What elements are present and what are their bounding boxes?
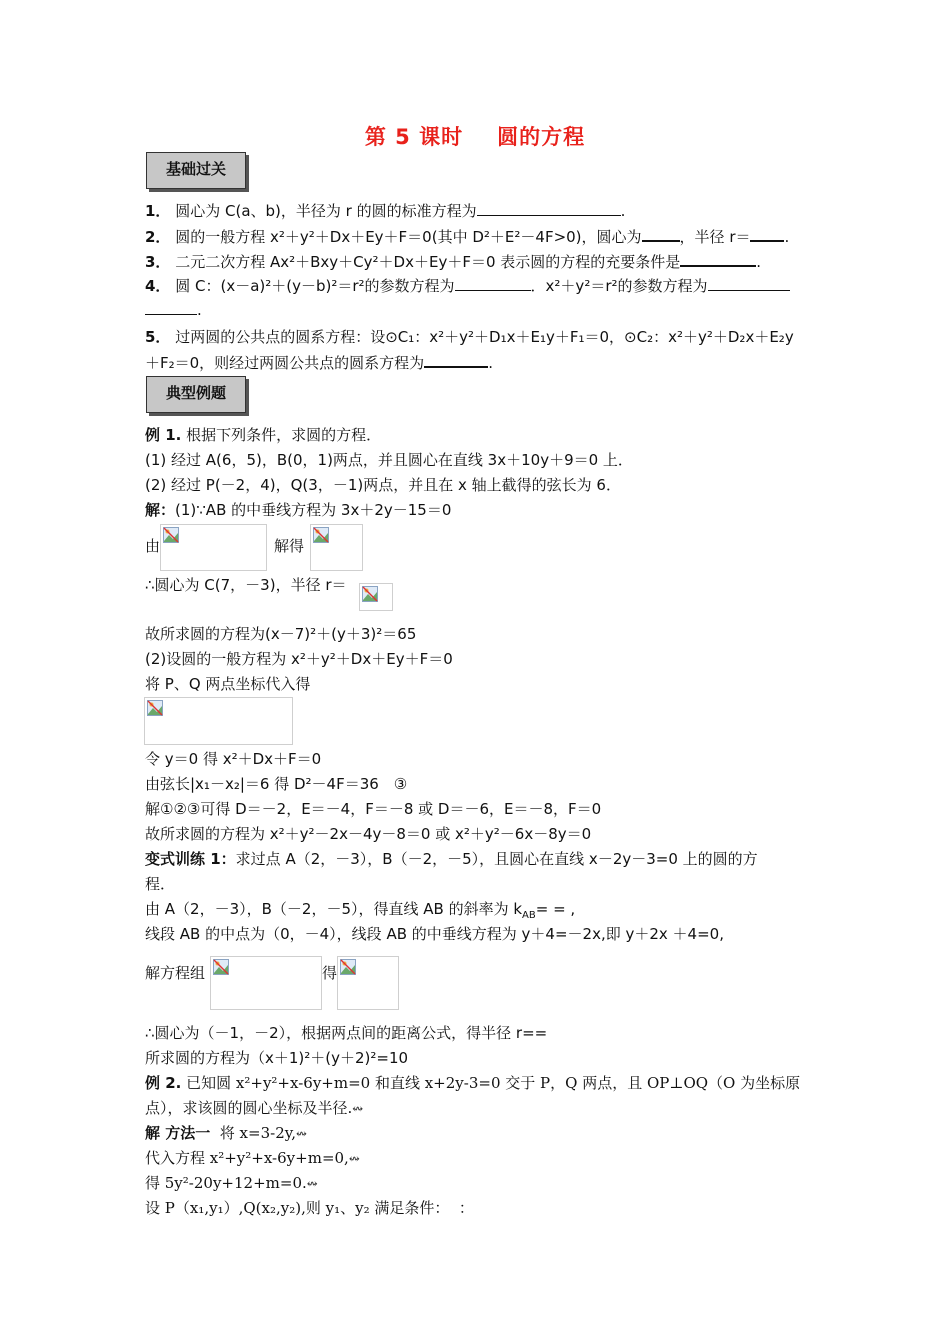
basics-q5-continued: ＋F₂＝0，则经过两圆公共点的圆系方程为 . — [145, 354, 493, 372]
blank-line — [424, 352, 488, 368]
variation1-line1 — [145, 899, 575, 919]
basics-q1: 1． 圆心为 C(a、b)，半径为 r 的圆的标准方程为 . — [145, 202, 626, 220]
example1-solution-line4: 故所求圆的方程为(x－7)²＋(y＋3)²＝65 — [145, 625, 417, 643]
solution-text: 将 x=3-2y, — [219, 1124, 296, 1142]
broken-image-icon — [340, 959, 356, 975]
example1-solution-line3: ∴圆心为 C(7，－3)，半径 r＝ — [145, 576, 347, 594]
example1-solution-line6: 将 P、Q 两点坐标代入得 — [145, 675, 311, 693]
blank-line — [642, 226, 680, 242]
variation1-line3b: 得 — [322, 964, 338, 982]
variation1-stem-continued: 程． — [145, 875, 176, 893]
basics-q4-continued: . — [145, 300, 202, 320]
q5-number: 5． — [145, 328, 171, 346]
example2-solution-line1 — [145, 1123, 307, 1145]
scribble-mark: ↭ — [352, 1102, 364, 1117]
solution-image-placeholder — [337, 956, 399, 1010]
example2-solution-line3 — [145, 1173, 318, 1195]
example2-text-b: 点），求该圆的圆心坐标及半径. — [145, 1099, 353, 1117]
variation1-line3a: 解方程组 — [145, 964, 206, 982]
section-heading-examples: 典型例题 — [146, 376, 246, 413]
q1-number: 1． — [145, 202, 171, 220]
variation1-label: 变式训练 1： — [145, 850, 236, 868]
page-title — [0, 121, 950, 151]
broken-image-icon — [313, 527, 329, 543]
variation1-text: 求过点 A（2，－3），B（－2，－5），且圆心在直线 x－2y－3=0 上的圆的方 — [235, 850, 758, 868]
equation-image-placeholder — [310, 524, 363, 571]
q1-text: 圆心为 C(a、b)，半径为 r 的圆的标准方程为 — [175, 202, 477, 220]
example1-solution-line5: (2)设圆的一般方程为 x²＋y²＋Dx＋Ey＋F＝0 — [145, 650, 453, 668]
example2-stem — [145, 1073, 800, 1093]
slope-subscript: AB — [522, 910, 536, 921]
equation-system-image-placeholder — [144, 697, 293, 745]
solution-text: (1)∵AB 的中垂线方程为 3x＋2y－15＝0 — [175, 501, 452, 519]
example2-label: 例 2. — [145, 1074, 182, 1092]
scribble-mark: ↭ — [306, 1177, 318, 1192]
solution-text: 设 P（x₁,y₁）,Q(x₂,y₂),则 y₁、y₂ 满足条件： — [145, 1199, 450, 1217]
blank-line — [477, 201, 621, 216]
title-topic: 圆的方程 — [497, 125, 586, 149]
solution-tail: ： — [458, 1199, 474, 1217]
example1-solution-line9: 解①②③可得 D＝－2，E＝－4，F＝－8 或 D＝－6，E＝－8，F＝0 — [145, 800, 602, 818]
variation1-stem — [145, 849, 758, 869]
broken-image-icon — [163, 527, 179, 543]
title-lesson: 第 5 课时 — [364, 125, 464, 149]
scribble-mark: ↭ — [348, 1152, 360, 1167]
basics-q4 — [145, 276, 790, 296]
slope-text: 由 A（2，－3），B（－2，－5），得直线 AB 的斜率为 k — [145, 900, 523, 918]
example1-part2: (2) 经过 P(－2，4)，Q(3，－1)两点，并且在 x 轴上截得的弦长为 6． — [145, 476, 621, 494]
q4-text-b: ．x²＋y²＝r²的参数方程为 — [530, 277, 708, 295]
equation-image-placeholder — [160, 524, 267, 571]
equation-system-image-placeholder — [210, 956, 322, 1010]
example2-stem-continued — [145, 1098, 363, 1120]
blank-line — [750, 226, 784, 242]
example1-solution-line10: 故所求圆的方程为 x²＋y²－2x－4y－8＝0 或 x²＋y²－6x－8y＝0 — [145, 825, 592, 843]
basics-q3: 3． 二元二次方程 Ax²＋Bxy＋Cy²＋Dx＋Ey＋F＝0 表示圆的方程的充要条件是 . — [145, 253, 762, 271]
example1-solution-line8: 由弦长|x₁－x₂|＝6 得 D²－4F＝36 ③ — [145, 775, 408, 793]
broken-image-icon — [362, 586, 378, 602]
variation1-line5: 所求圆的方程为（x＋1)²＋(y＋2)²=10 — [145, 1049, 409, 1067]
q2-text-a: 圆的一般方程 x²＋y²＋Dx＋Ey＋F＝0(其中 D²＋E²－4F>0)，圆心为 — [175, 228, 642, 246]
example1-label: 例 1. — [145, 426, 182, 444]
section-heading-basics: 基础过关 — [146, 152, 246, 189]
example2-solution-line4 — [145, 1198, 474, 1218]
variation1-line4: ∴圆心为（－1，－2），根据两点间的距离公式，得半径 r== — [145, 1024, 548, 1042]
broken-image-icon — [147, 700, 163, 716]
example1-solution-line2b: 解得 — [274, 537, 305, 555]
variation1-line2: 线段 AB 的中点为（0，－4），线段 AB 的中垂线方程为 y＋4=－2x,即 y＋2x ＋4=0, — [145, 925, 724, 943]
example1-solution-line1 — [145, 500, 451, 520]
q4-number: 4． — [145, 277, 171, 295]
q2-text-b: ，半径 r＝ — [679, 228, 751, 246]
radius-image-placeholder — [359, 583, 393, 611]
example1-stem — [145, 425, 381, 445]
blank-line — [680, 251, 756, 267]
slope-tail: = = , — [535, 900, 576, 918]
example1-part1: (1) 经过 A(6，5)，B(0，1)两点，并且圆心在直线 3x＋10y＋9＝0 上． — [145, 451, 633, 469]
q4-text-a: 圆 C：(x－a)²＋(y－b)²＝r²的参数方程为 — [175, 277, 455, 295]
blank-line — [145, 300, 197, 315]
solution-text: 代入方程 x²+y²+x-6y+m=0, — [145, 1149, 349, 1167]
blank-line — [708, 276, 790, 291]
q3-number: 3． — [145, 253, 171, 271]
example1-solution-line2a: 由 — [145, 537, 161, 555]
q5-text-b: ＋F₂＝0，则经过两圆公共点的圆系方程为 — [145, 354, 425, 372]
q2-number: 2． — [145, 228, 171, 246]
q3-text: 二元二次方程 Ax²＋Bxy＋Cy²＋Dx＋Ey＋F＝0 表示圆的方程的充要条件是 — [175, 253, 681, 271]
solution-text: 得 5y²-20y+12+m=0. — [145, 1174, 307, 1192]
q5-text-a: 过两圆的公共点的圆系方程：设⊙C₁：x²＋y²＋D₁x＋E₁y＋F₁＝0，⊙C₂：x²＋y²＋D₂x＋E₂y — [175, 328, 794, 346]
example1-solution-line7: 令 y＝0 得 x²＋Dx＋F＝0 — [145, 750, 322, 768]
solution-label: 解 方法一 — [145, 1124, 211, 1142]
example1-text: 根据下列条件，求圆的方程． — [186, 426, 382, 444]
example2-solution-line2 — [145, 1148, 360, 1170]
scribble-mark: ↭ — [295, 1127, 307, 1142]
basics-q2: 2． 圆的一般方程 x²＋y²＋Dx＋Ey＋F＝0(其中 D²＋E²－4F>0)，圆心为 ，半径 r＝ . — [145, 228, 790, 246]
solution-label: 解： — [145, 501, 176, 519]
basics-q5 — [145, 327, 794, 347]
broken-image-icon — [213, 959, 229, 975]
example2-text: 已知圆 x²+y²+x-6y+m=0 和直线 x+2y-3=0 交于 P，Q 两点，且 OP⊥OQ（O 为坐标原 — [186, 1074, 801, 1092]
blank-line — [455, 276, 531, 291]
